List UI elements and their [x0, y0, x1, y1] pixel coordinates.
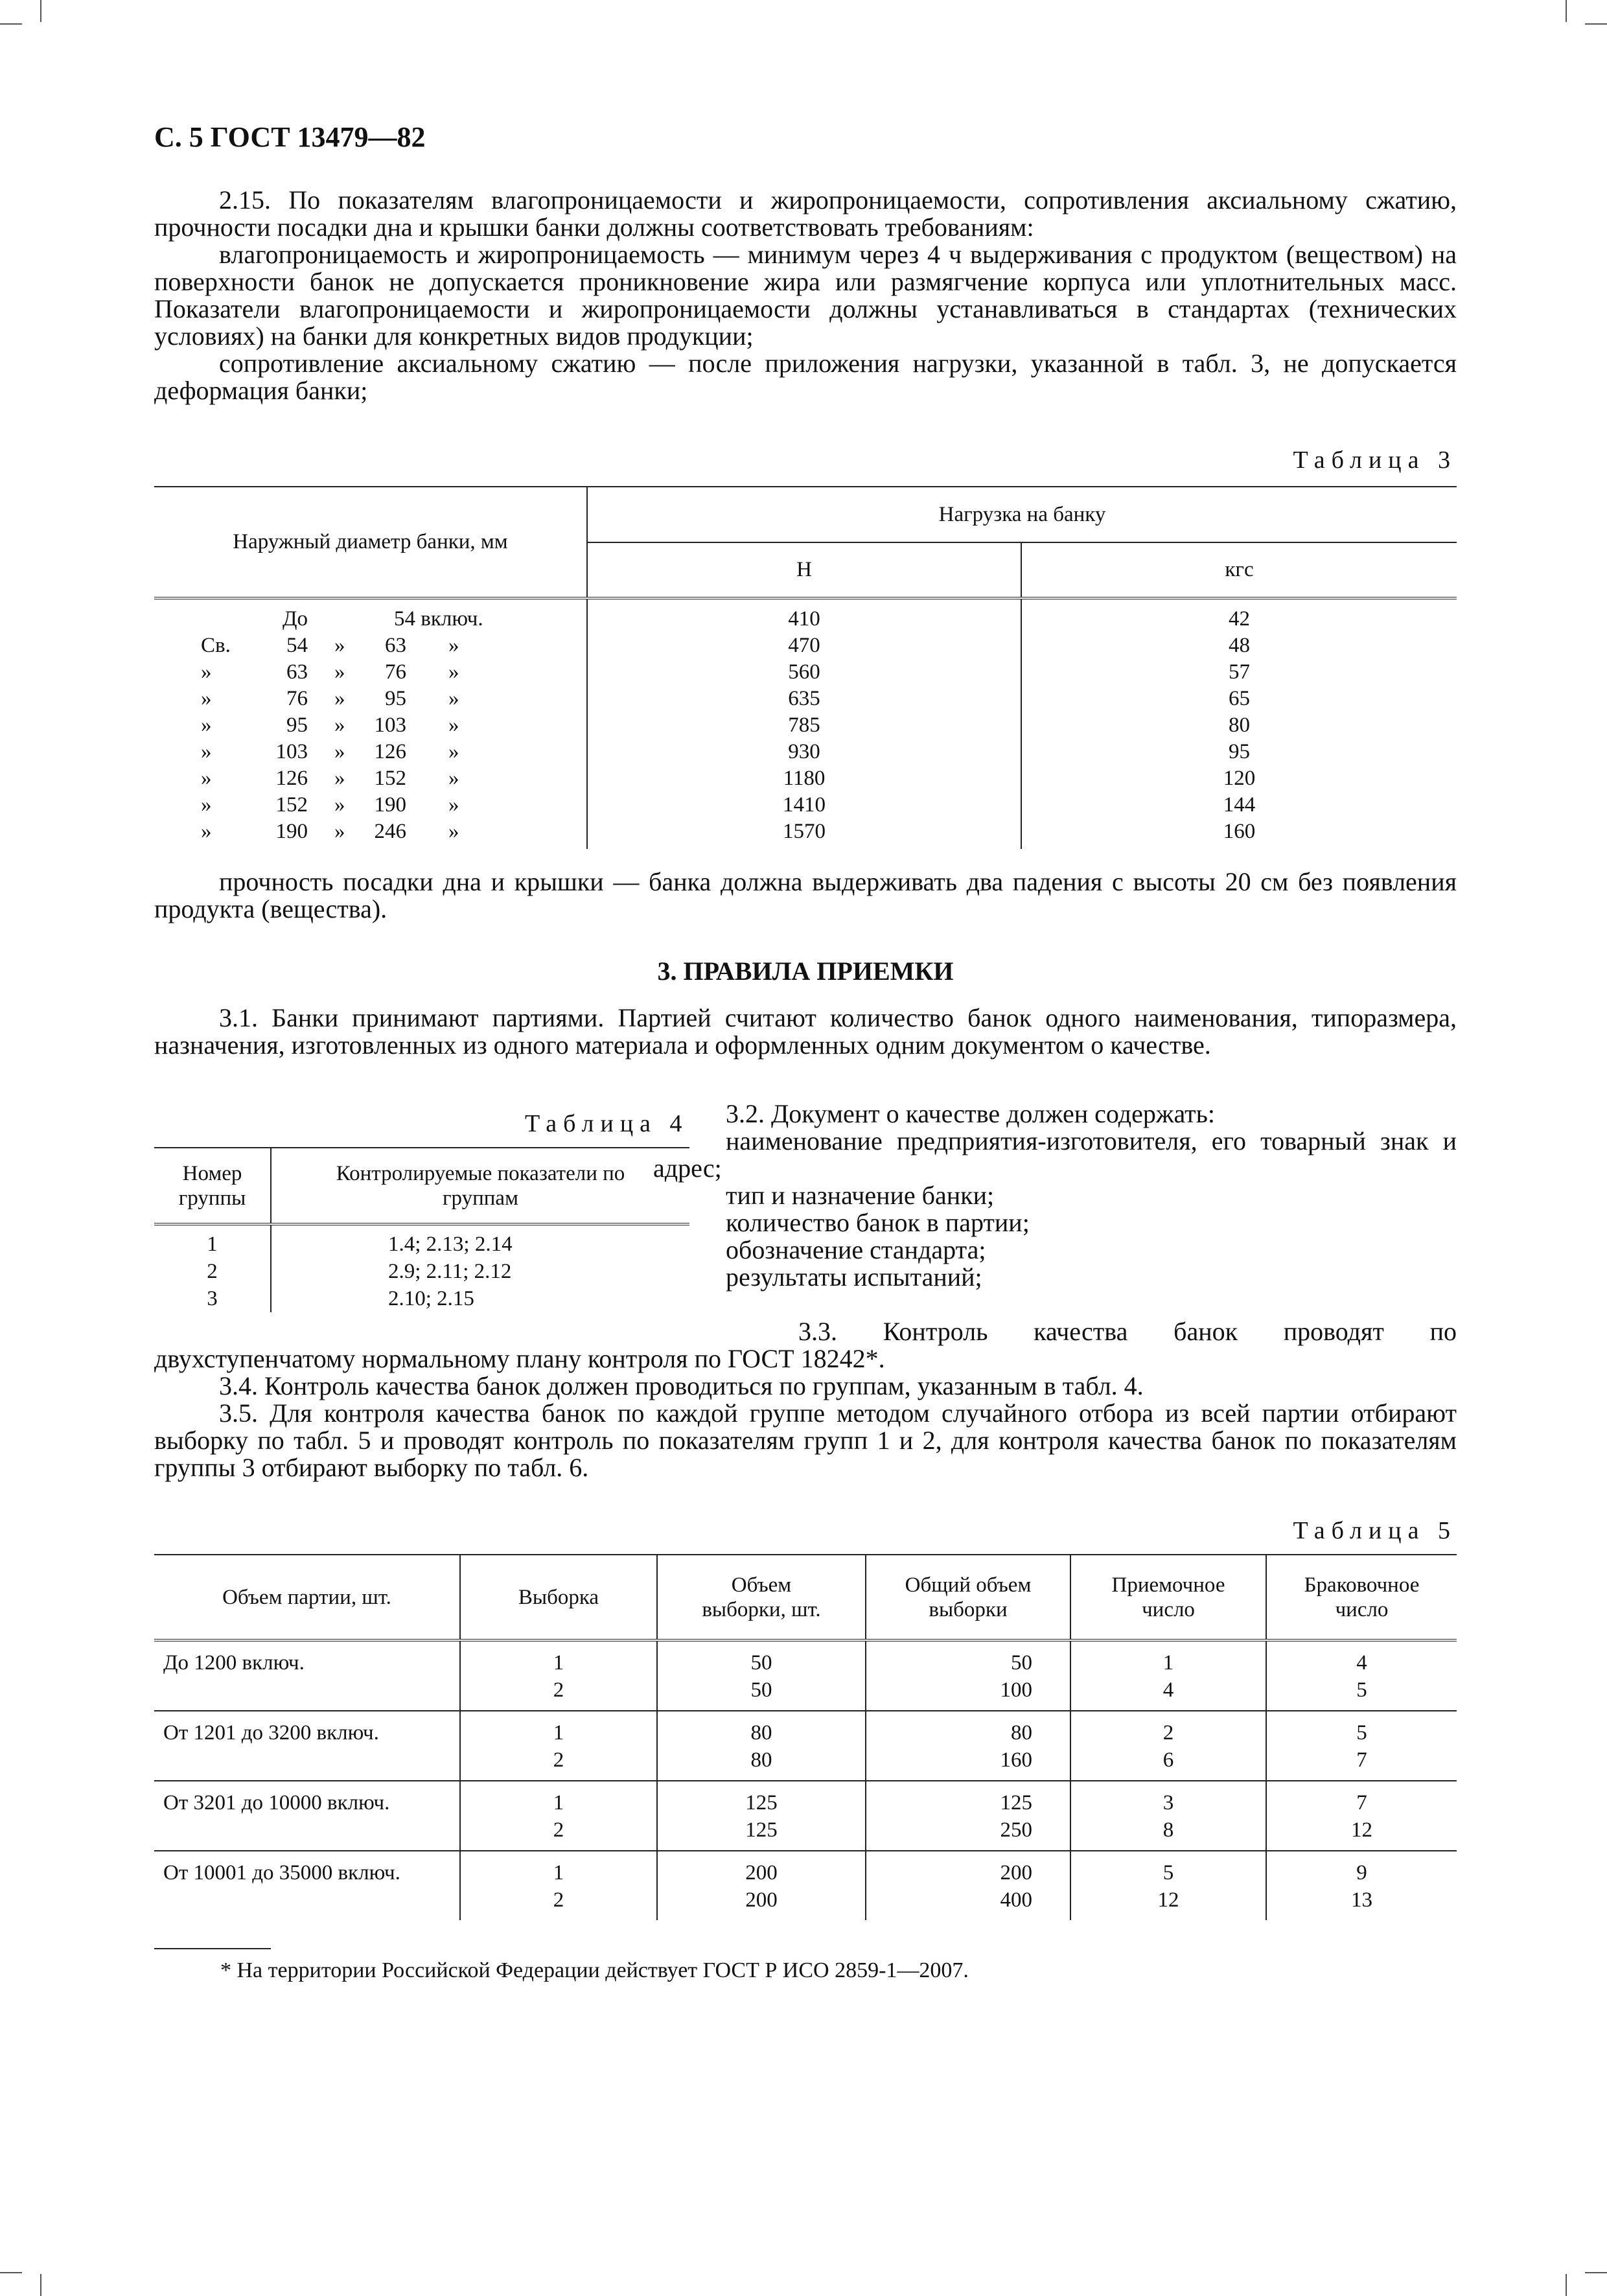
table5-value: 2 — [553, 1748, 564, 1772]
table3-diameter-part: 190 — [374, 793, 406, 817]
table4-group-cell: 3 — [154, 1285, 271, 1312]
table3-diameter-cell — [154, 632, 587, 659]
table5-value: 200 — [1000, 1861, 1032, 1884]
table5-value-cell — [460, 1640, 657, 1711]
table3-n-cell: 410 — [587, 598, 1021, 632]
table5-value: 13 — [1351, 1888, 1372, 1912]
paragraph: прочность посадки дна и крышки — банка должна выдерживать два падения с высоты 20 см без появления продукта (вещества). — [154, 867, 1457, 923]
table4-group-cell: 1 — [154, 1224, 271, 1258]
table5-lot-cell: До 1200 включ. — [154, 1640, 460, 1711]
table3-diameter-part: 76 — [385, 660, 406, 684]
crop-mark — [1566, 2274, 1567, 2296]
table3-kgs-cell: 48 — [1229, 634, 1250, 657]
table5-value: 100 — [1000, 1678, 1032, 1702]
table3-kgs-cell: 160 — [1223, 820, 1256, 843]
table3-n-cell: 785 — [587, 712, 1021, 739]
table3-diameter-part: 95 — [286, 713, 308, 737]
paragraph: 3.2. Документ о качестве должен содержать: — [726, 1099, 1216, 1128]
table3-diameter-part: 54 включ. — [394, 607, 483, 631]
table4-params-cell: 1.4; 2.13; 2.14 — [388, 1233, 513, 1256]
paragraph: 3.5. Для контроля качества банок по каждой группе методом случайного отбора из всей партии отбирают выборку по табл. 5 и проводят контроль по показателям групп 1 и 2, для контроля качества банок по показателям группы 3 отбирают выборку по табл. 6. — [154, 1398, 1457, 1482]
table4 — [154, 1147, 689, 1312]
table5-header: Выборка — [460, 1555, 657, 1640]
clause-3-4-3-5 — [154, 1373, 1457, 1481]
table5 — [154, 1554, 1457, 1920]
table3-kgs-cell: 120 — [1223, 767, 1256, 790]
table5-value: 80 — [750, 1748, 772, 1772]
table3-diameter-cell — [154, 659, 587, 686]
table5-lot-cell: От 10001 до 35000 включ. — [154, 1851, 460, 1920]
table3-diameter-part: » — [448, 820, 459, 843]
table5-value-cell — [1070, 1781, 1266, 1851]
table3-kgs-cell: 144 — [1223, 793, 1256, 817]
table5-value: 125 — [745, 1818, 778, 1842]
table5-value: 50 — [750, 1678, 772, 1702]
table5-value: 200 — [745, 1888, 778, 1912]
table3-caption: Таблица 3 — [1293, 446, 1457, 474]
table5-value: 6 — [1162, 1748, 1174, 1772]
table5-value-cell — [657, 1711, 866, 1781]
table3-diameter-part: До — [282, 607, 308, 631]
table3-diameter-part: » — [448, 793, 459, 817]
table3-diameter-part: 103 — [374, 713, 406, 737]
table5-header: Общий объем выборки — [866, 1555, 1070, 1640]
table-row — [154, 1851, 1457, 1920]
table3-header-load: Нагрузка на банку — [587, 487, 1457, 542]
table5-value: 200 — [745, 1861, 778, 1884]
table5-value: 12 — [1351, 1818, 1372, 1842]
table3-diameter-part: » — [201, 687, 212, 710]
table3-diameter-part: 76 — [286, 687, 308, 710]
table3-n-cell: 635 — [587, 686, 1021, 712]
table3-diameter-part: » — [201, 767, 212, 790]
table5-value-cell — [1266, 1851, 1457, 1920]
table3-diameter-part: Св. — [201, 634, 231, 657]
table5-value-cell — [1266, 1640, 1457, 1711]
footnote: * На территории Российской Федерации действует ГОСТ Р ИСО 2859-1—2007. — [220, 1958, 969, 1982]
table3-diameter-part: 152 — [275, 793, 308, 817]
table3-diameter-part: 126 — [374, 740, 406, 763]
paragraph: тип и назначение банки; — [726, 1181, 995, 1210]
table3-diameter-cell — [154, 686, 587, 712]
paragraph: обозначение стандарта; — [726, 1235, 986, 1264]
table3-diameter-part: » — [334, 713, 345, 737]
table5-value: 80 — [1011, 1721, 1032, 1745]
table3-header-kgs: кгс — [1021, 542, 1457, 598]
table5-value: 12 — [1157, 1888, 1179, 1912]
table-row — [154, 598, 1457, 632]
table-row — [154, 765, 1457, 792]
table3-diameter-part: 246 — [374, 820, 406, 843]
table5-value-cell — [866, 1711, 1070, 1781]
table5-value-cell — [866, 1851, 1070, 1920]
paragraph: 3.1. Банки принимают партиями. Партией считают количество банок одного наименования, типоразмера, назначения, изготовленных из одного материала и оформленных одним документом о качестве. — [154, 1003, 1457, 1060]
table3-kgs-cell: 65 — [1229, 687, 1250, 710]
table5-value-cell — [1266, 1711, 1457, 1781]
paragraph: 2.15. По показателям влагопроницаемости и жиропроницаемости, сопротивления аксиальному сжатию, прочности посадки дна и крышки банки должны соответствовать требованиям: — [154, 185, 1457, 242]
table3-diameter-part: 126 — [275, 767, 308, 790]
crop-mark — [40, 0, 41, 22]
table-row — [154, 712, 1457, 739]
table5-value: 2 — [553, 1678, 564, 1702]
table3-diameter-part: 54 — [286, 634, 308, 657]
table5-value-cell — [1266, 1781, 1457, 1851]
table5-value: 7 — [1356, 1748, 1367, 1772]
crop-mark — [1585, 23, 1607, 25]
crop-mark — [0, 2272, 22, 2273]
table5-value: 125 — [745, 1791, 778, 1815]
table3-diameter-part: 63 — [385, 634, 406, 657]
table3-diameter-part: » — [334, 820, 345, 843]
table3-diameter-part: » — [334, 634, 345, 657]
crop-mark — [40, 2274, 41, 2296]
table5-header: Браковочное число — [1266, 1555, 1457, 1640]
table5-value-cell — [1070, 1851, 1266, 1920]
paragraph: 3.4. Контроль качества банок должен проводиться по группам, указанным в табл. 4. — [219, 1371, 1144, 1400]
table5-value: 80 — [750, 1721, 772, 1745]
table5-value-cell — [460, 1781, 657, 1851]
clause-3-2 — [653, 1099, 1457, 1292]
table5-value-cell — [657, 1851, 866, 1920]
table5-value: 9 — [1356, 1861, 1367, 1884]
table-row — [154, 1224, 689, 1258]
table-row — [154, 1258, 689, 1285]
table3-diameter-part: » — [448, 740, 459, 763]
table3-diameter-cell — [154, 792, 587, 818]
table5-header: Приемочное число — [1070, 1555, 1266, 1640]
table5-header: Объем выборки, шт. — [657, 1555, 866, 1640]
table3-diameter-part: » — [201, 820, 212, 843]
table-row — [154, 1285, 689, 1312]
table5-value: 5 — [1162, 1861, 1174, 1884]
table5-value: 1 — [553, 1651, 564, 1675]
footnote-rule — [154, 1948, 271, 1949]
table3-diameter-part: » — [334, 767, 345, 790]
table3-diameter-part: 190 — [275, 820, 308, 843]
table-row — [154, 1711, 1457, 1781]
table5-value: 2 — [553, 1818, 564, 1842]
table3-diameter-part: 152 — [374, 767, 406, 790]
paragraph: количество банок в партии; — [726, 1208, 1030, 1237]
table3-diameter-part: » — [448, 634, 459, 657]
table5-value-cell — [866, 1781, 1070, 1851]
table5-value: 2 — [553, 1888, 564, 1912]
table4-params-cell: 2.9; 2.11; 2.12 — [388, 1260, 512, 1283]
table3-diameter-cell — [154, 598, 587, 632]
table5-value-cell — [1070, 1640, 1266, 1711]
table5-lot-cell: От 1201 до 3200 включ. — [154, 1711, 460, 1781]
table5-value: 400 — [1000, 1888, 1032, 1912]
clause-3-1 — [154, 1004, 1457, 1059]
table3-diameter-part: » — [448, 687, 459, 710]
table5-value: 7 — [1356, 1791, 1367, 1815]
table5-value: 1 — [553, 1721, 564, 1745]
table3-diameter-part: » — [334, 660, 345, 684]
table4-group-cell: 2 — [154, 1258, 271, 1285]
paragraph: 3.3. Контроль качества банок проводят по двухступенчатому нормальному плану контроля по ГОСТ 18242*. — [154, 1317, 1457, 1373]
clause-2-15 — [154, 187, 1457, 404]
clause-3-3 — [154, 1318, 1457, 1373]
table3-kgs-cell: 95 — [1229, 740, 1250, 763]
crop-mark — [0, 23, 22, 25]
table4-params-cell: 2.10; 2.15 — [388, 1287, 474, 1310]
table3-diameter-part: » — [448, 767, 459, 790]
table3-diameter-part: 63 — [286, 660, 308, 684]
table3-diameter-part: » — [201, 740, 212, 763]
table-row — [154, 686, 1457, 712]
table3-kgs-cell: 57 — [1229, 660, 1250, 684]
table5-caption: Таблица 5 — [1293, 1517, 1457, 1544]
table-row — [154, 818, 1457, 849]
paragraph: результаты испытаний; — [726, 1262, 982, 1292]
table5-value: 4 — [1162, 1678, 1174, 1702]
table5-value: 50 — [1011, 1651, 1032, 1675]
table3-n-cell: 470 — [587, 632, 1021, 659]
table3-diameter-part: » — [448, 660, 459, 684]
table5-value: 50 — [750, 1651, 772, 1675]
page-header: С. 5 ГОСТ 13479—82 — [154, 121, 426, 153]
table3-diameter-part: 103 — [275, 740, 308, 763]
table-row — [154, 659, 1457, 686]
crop-mark — [1566, 0, 1567, 22]
table5-value: 1 — [553, 1791, 564, 1815]
table3-header-n: Н — [587, 542, 1021, 598]
table3-kgs-cell: 80 — [1229, 713, 1250, 737]
table-row — [154, 739, 1457, 765]
table5-value: 2 — [1162, 1721, 1174, 1745]
table3-diameter-part: » — [334, 687, 345, 710]
table3-n-cell: 560 — [587, 659, 1021, 686]
paragraph: сопротивление аксиальному сжатию — после приложения нагрузки, указанной в табл. 3, не допускается деформация банки; — [154, 349, 1457, 405]
table3-diameter-cell — [154, 712, 587, 739]
table3-diameter-part: » — [334, 793, 345, 817]
table5-value: 125 — [1000, 1791, 1032, 1815]
table5-value: 1 — [553, 1861, 564, 1884]
table-row — [154, 1781, 1457, 1851]
clause-after-table3 — [154, 868, 1457, 923]
table5-header: Объем партии, шт. — [154, 1555, 460, 1640]
table3-n-cell: 930 — [587, 739, 1021, 765]
table3-n-cell: 1570 — [587, 818, 1021, 849]
paragraph-text: наименование предприятия-изготовителя, его товарный знак и адрес; — [653, 1126, 1457, 1183]
table3-header-diameter: Наружный диаметр банки, мм — [154, 487, 587, 598]
paragraph — [653, 1128, 1457, 1182]
table3-diameter-cell — [154, 765, 587, 792]
section-title: 3. ПРАВИЛА ПРИЕМКИ — [657, 957, 954, 986]
table3-diameter-part: » — [201, 713, 212, 737]
table3-n-cell: 1410 — [587, 792, 1021, 818]
table5-value-cell — [460, 1711, 657, 1781]
table3-diameter-cell — [154, 739, 587, 765]
table5-value: 8 — [1162, 1818, 1174, 1842]
table3-diameter-part: » — [334, 740, 345, 763]
paragraph: влагопроницаемость и жиропроницаемость — минимум через 4 ч выдерживания с продуктом (веществом) на поверхности банок не допускается проникновение жира или размягчение корпуса или уплотнительных масс. Показатели влагопроницаемости и жиропроницаемости должны устанавливаться в стандартах (технических условиях) на банки для конкретных видов продукции; — [154, 240, 1457, 351]
table3-n-cell: 1180 — [587, 765, 1021, 792]
table5-value: 1 — [1162, 1651, 1174, 1675]
table3-diameter-part: » — [448, 713, 459, 737]
table5-value-cell — [460, 1851, 657, 1920]
table4-caption: Таблица 4 — [525, 1110, 689, 1137]
table3-diameter-part: » — [201, 793, 212, 817]
table5-value: 3 — [1162, 1791, 1174, 1815]
table5-value-cell — [657, 1640, 866, 1711]
table5-value: 5 — [1356, 1721, 1367, 1745]
table5-value-cell — [1070, 1711, 1266, 1781]
table3-diameter-part: 95 — [385, 687, 406, 710]
crop-mark — [1585, 2272, 1607, 2273]
table3-diameter-cell — [154, 818, 587, 849]
table5-value: 5 — [1356, 1678, 1367, 1702]
table5-value: 250 — [1000, 1818, 1032, 1842]
table5-value: 4 — [1356, 1651, 1367, 1675]
table5-value: 160 — [1000, 1748, 1032, 1772]
table-row — [154, 1640, 1457, 1711]
table5-value-cell — [866, 1640, 1070, 1711]
table4-header-params: Контролируемые показатели по группам — [271, 1148, 689, 1224]
table3-kgs-cell: 42 — [1229, 607, 1250, 631]
table4-header-group: Номер группы — [154, 1148, 271, 1224]
table5-value-cell — [657, 1781, 866, 1851]
table5-lot-cell: От 3201 до 10000 включ. — [154, 1781, 460, 1851]
table-row — [154, 792, 1457, 818]
table3-diameter-part: » — [201, 660, 212, 684]
table-row — [154, 632, 1457, 659]
table3 — [154, 486, 1457, 849]
